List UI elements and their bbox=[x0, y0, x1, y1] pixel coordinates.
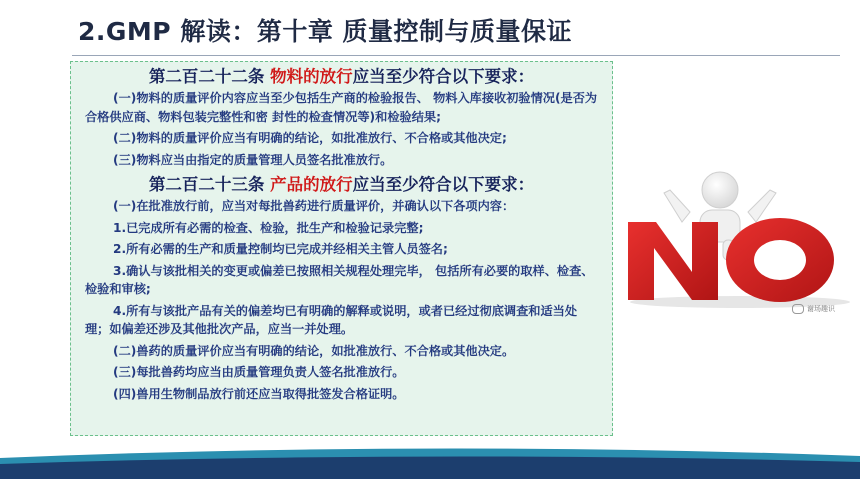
wechat-icon bbox=[792, 304, 804, 314]
article-heading-rest: 应当至少符合以下要求： bbox=[352, 67, 535, 86]
article-223-heading bbox=[85, 173, 598, 197]
no-figure-illustration bbox=[620, 160, 856, 310]
slide-title: 2.GMP 解读：第十章 质量控制与质量保证 bbox=[78, 17, 573, 46]
article-number: 第二百二十二条 bbox=[148, 67, 265, 86]
clause-paragraph: (二)物料的质量评价应当有明确的结论，如批准放行、不合格或其他决定; bbox=[113, 131, 507, 145]
clause-item: 1.已完成所有必需的检查、检验，批生产和检验记录完整; bbox=[113, 220, 424, 235]
clause-item: 2.所有必需的生产和质量控制均已完成并经相关主管人员签名; bbox=[113, 242, 448, 256]
article-topic: 物料的放行 bbox=[270, 67, 353, 86]
clause-paragraph: (二)兽药的质量评价应当有明确的结论，如批准放行、不合格或其他决定。 bbox=[113, 343, 515, 358]
clause-paragraph: (四)兽用生物制品放行前还应当取得批签发合格证明。 bbox=[113, 386, 405, 401]
watermark bbox=[792, 304, 835, 314]
watermark-text: 谢场趣识 bbox=[807, 305, 835, 313]
clause-item: 4.所有与该批产品有关的偏差均已有明确的解释或说明，或者已经过彻底调查和适当处理；如偏差还涉及其他批次产品，应当一并处理。 bbox=[85, 303, 578, 336]
regulation-text-box bbox=[70, 61, 613, 436]
article-222-heading bbox=[85, 65, 598, 89]
clause-paragraph: (三)每批兽药均应当由质量管理负责人签名批准放行。 bbox=[113, 365, 405, 379]
footer-band bbox=[0, 446, 860, 479]
clause-paragraph: (一)在批准放行前，应当对每批兽药进行质量评价，并确认以下各项内容： bbox=[113, 199, 515, 213]
article-number: 第二百二十三条 bbox=[148, 175, 265, 194]
title-divider bbox=[72, 55, 840, 56]
clause-item: 3.确认与该批相关的变更或偏差已按照相关规程处理完毕， 包括所有必要的取样、检查、检验和审核; bbox=[85, 263, 594, 296]
clause-paragraph: (一)物料的质量评价内容应当至少包括生产商的检验报告、 物料入库接收初验情况(是否为合格供应商、物料包装完整性和密 封性的检查情况等)和检验结果; bbox=[85, 91, 598, 124]
article-heading-rest: 应当至少符合以下要求： bbox=[352, 175, 535, 194]
clause-paragraph: (三)物料应当由指定的质量管理人员签名批准放行。 bbox=[113, 152, 393, 167]
article-topic: 产品的放行 bbox=[270, 175, 353, 194]
letter-o-shape bbox=[726, 218, 834, 302]
letter-n-shape bbox=[628, 222, 718, 300]
